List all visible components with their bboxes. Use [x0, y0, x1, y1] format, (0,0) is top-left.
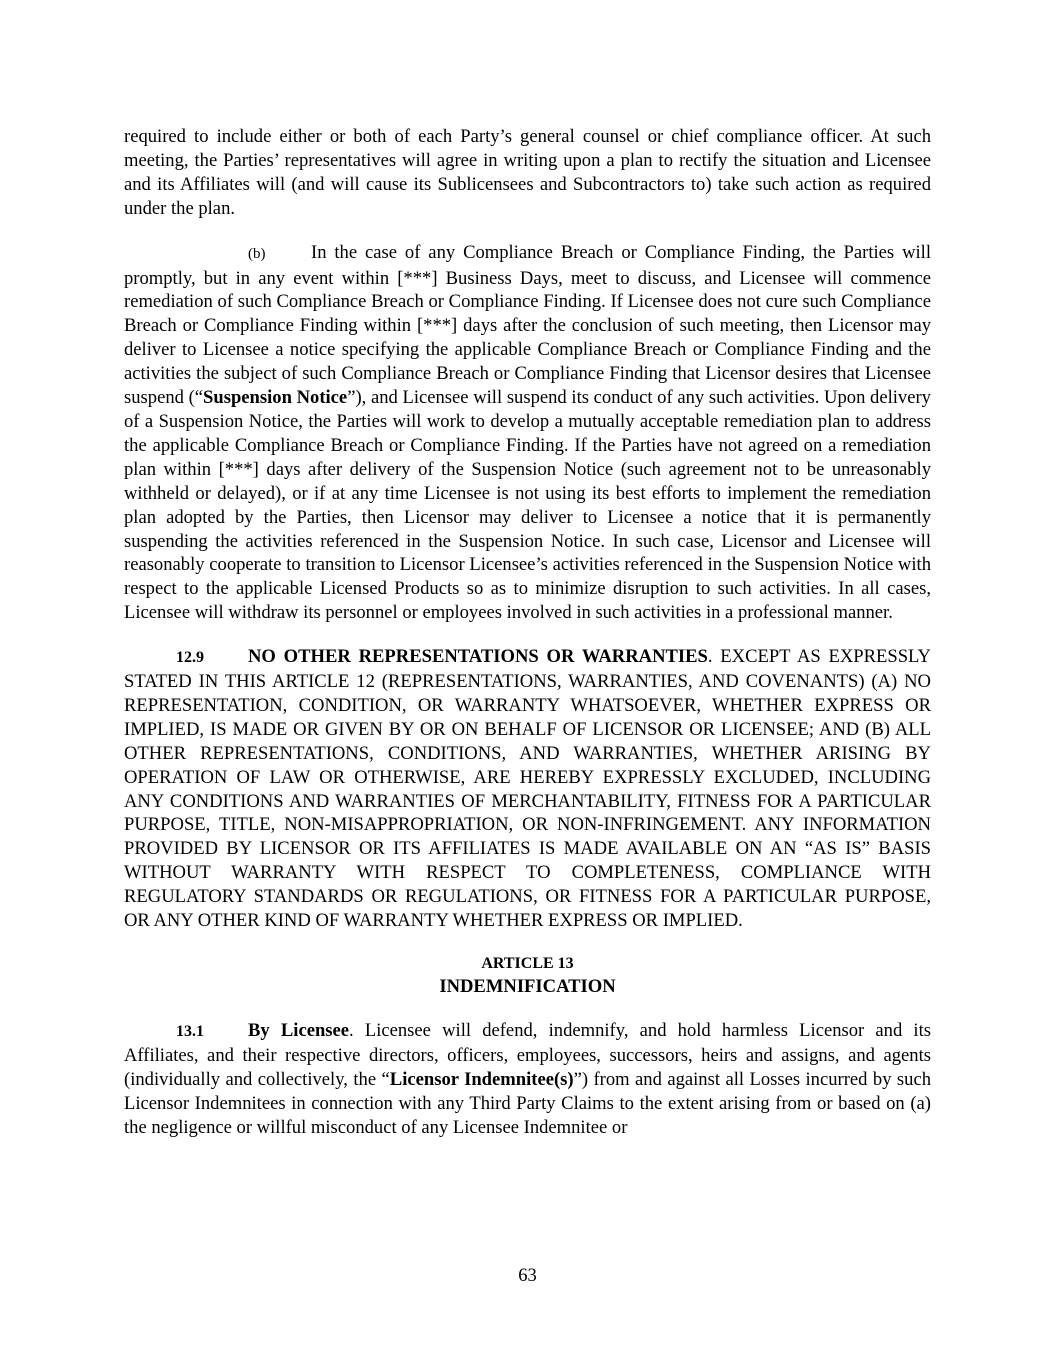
paragraph-text: ”), and Licensee will suspend its conduct of any such activities. Upon delivery of a Suspension Notice, the Parties will work to develop a mutually acceptable remediation plan to address the applicable Compliance Breach or Compliance Finding. If the Parties have not agreed on a remediation plan within [***] days after delivery of the Suspension Notice (such agreement not to be unreasonably withheld or delayed), or if at any time Licensee is not using its best efforts to implement the remediation plan adopted by the Parties, then Licensor may deliver to Licensee a notice that it is permanently suspending the activities referenced in the Suspension Notice. In such case, Licensor and Licensee will reasonably cooperate to transition to Licensor Licensee’s activities referenced in the Suspension Notice with respect to the applicable Licensed Products so as to minimize disruption to such activities. In all cases, Licensee will withdraw its personnel or employees involved in such activities in a professional manner.: [124, 387, 931, 624]
document-page: [124, 125, 931, 1140]
section-number: 13.1: [176, 1023, 204, 1040]
paragraph-text: required to include either or both of each Party’s general counsel or chief compliance officer. At such meeting, the Parties’ representatives will agree in writing upon a plan to rectify the situation and Licensee and its Affiliates will (and will cause its Sublicensees and Subcontractors to) take such action as required under the plan.: [124, 126, 931, 219]
section-12-9: [124, 645, 931, 933]
defined-term: Suspension Notice: [203, 387, 348, 409]
paragraph-text: In the case of any Compliance Breach or Compliance Finding, the Parties will promptly, but in any event within [***] Business Days, meet to discuss, and Licensee will commence remediation of such Compliance Breach or Compliance Finding. If Licensee does not cure such Compliance Breach or Compliance Finding within [***] days after the conclusion of such meeting, then Licensor may deliver to Licensee a notice specifying the applicable Compliance Breach or Compliance Finding and the activities the subject of such Compliance Breach or Compliance Finding that Licensor desires that Licensee suspend (“: [124, 241, 931, 409]
paragraph-b: [124, 241, 931, 626]
defined-term: Licensor Indemnitee(s): [389, 1068, 574, 1090]
section-13-1: [124, 1019, 931, 1140]
paragraph-continuation: [124, 125, 931, 221]
section-title: By Licensee: [248, 1020, 350, 1041]
section-text: ”) from and against all Losses incurred by such Licensor Indemnitees in connection with any Third Party Claims to the extent arising from or based on (a) the negligence or willful misconduct of any Licensee Indemnitee or: [124, 1068, 932, 1138]
section-title: NO OTHER REPRESENTATIONS OR WARRANTIES: [248, 646, 708, 668]
paragraph-label: (b): [248, 245, 266, 262]
section-number: 12.9: [176, 649, 204, 667]
article-title: INDEMNIFICATION: [439, 976, 616, 997]
section-text: . Licensee will defend, indemnify, and hold harmless Licensor and its Affiliates, and their respective directors, officers, employees, successors, heirs and assigns, and agents (individually and collectively, the “: [124, 1020, 931, 1090]
page-number: 63: [518, 1265, 537, 1286]
article-heading: [124, 953, 931, 999]
section-text: . EXCEPT AS EXPRESSLY STATED IN THIS ARTICLE 12 (REPRESENTATIONS, WARRANTIES, AND COVENANTS) (A) NO REPRESENTATION, CONDITION, OR WARRANTY WHATSOEVER, WHETHER EXPRESS OR IMPLIED, IS MADE OR GIVEN BY OR ON BEHALF OF LICENSOR OR LICENSEE; AND (B) ALL OTHER REPRESENTATIONS, CONDITIONS, AND WARRANTIES, WHETHER ARISING BY OPERATION OF LAW OR OTHERWISE, ARE HEREBY EXPRESSLY EXCLUDED, INCLUDING ANY CONDITIONS AND WARRANTIES OF MERCHANTABILITY, FITNESS FOR A PARTICULAR PURPOSE, TITLE, NON-MISAPPROPRIATION, OR NON-INFRINGEMENT. ANY INFORMATION PROVIDED BY LICENSOR OR ITS AFFILIATES IS MADE AVAILABLE ON AN “AS IS” BASIS WITHOUT WARRANTY WITH RESPECT TO COMPLETENESS, COMPLIANCE WITH REGULATORY STANDARDS OR REGULATIONS, OR FITNESS FOR A PARTICULAR PURPOSE, OR ANY OTHER KIND OF WARRANTY WHETHER EXPRESS OR IMPLIED.: [124, 646, 931, 932]
article-number: ARTICLE 13: [481, 955, 574, 972]
